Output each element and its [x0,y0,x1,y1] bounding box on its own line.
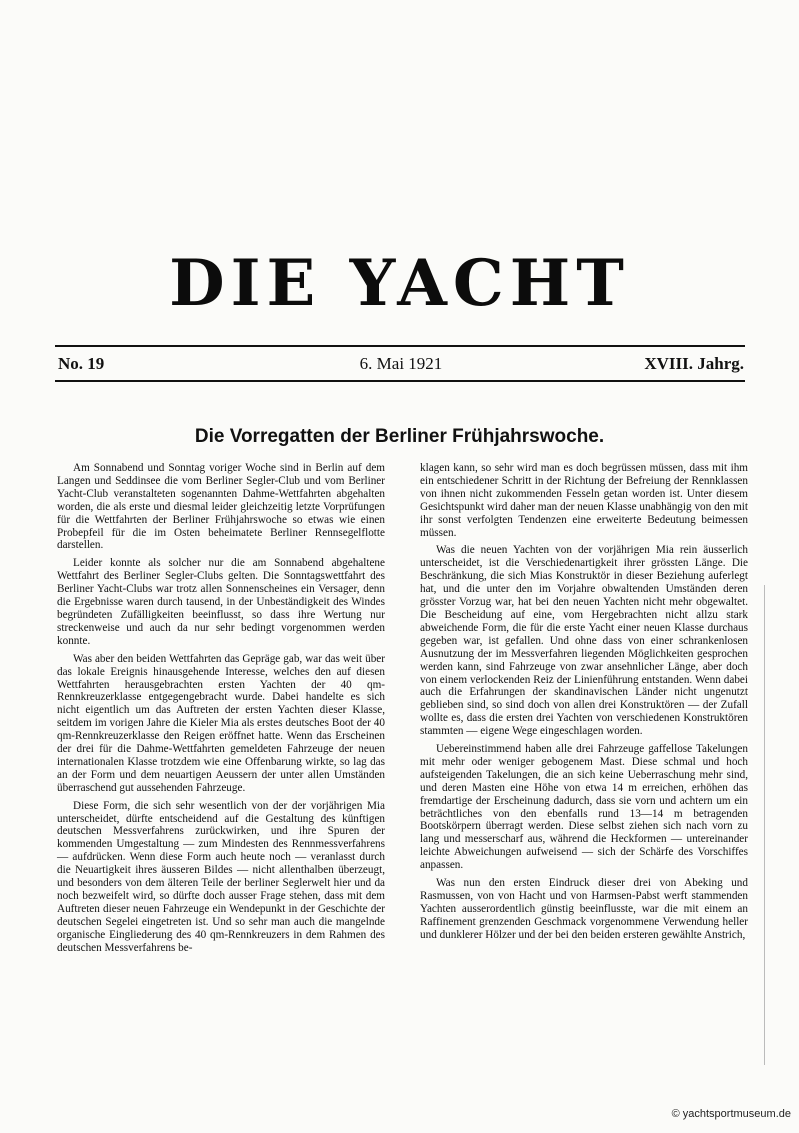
paragraph: Am Sonnabend und Sonntag voriger Woche sind in Berlin auf dem Langen und Seddinsee die vom Berliner Segler-Club und vom Berliner Yacht-Club veranstalteten sogenannten Dahme-Wettfahrten abgehalten worden, die als erste und diesmal leider gleichzeitig letzte Vorprüfungen für die Wettfahrten der Berliner Frühjahrswoche so etwas wie einen Probepfeil für die im Osten beheimatete Berliner Rennsegelflotte darstellen. [57,462,385,552]
paragraph: Uebereinstimmend haben alle drei Fahrzeuge gaffellose Takelungen mit mehr oder weniger gebogenem Mast. Diese schmal und hoch aufsteigenden Takelungen, die an sich keine Ueberraschung mehr sind, und deren Masten eine Höhe von etwa 14 m erreichen, erhöhen das fremdartige der Erscheinung dadurch, dass sie vorn und achtern um ein beträchtliches von den ebenfalls rund 13—14 m betragenden Bootskörpern überragt werden. Diese selbst ziehen sich nach vorn zu lang und messerscharf aus, während die Heckformen — untereinander leichte Abweichungen aufweisend — sich der Schärfe des Vorschiffes anpassen. [420,743,748,872]
issue-info-row [58,352,744,376]
paragraph: klagen kann, so sehr wird man es doch begrüssen müssen, dass mit ihm ein entschiedener Schritt in der Richtung der Befreiung der Rennklassen von ihnen nicht zukommenden Fesseln getan worden ist. Unter diesem Gesichtspunkt wird daher man der neuen Klasse unabhängig von den mit ihr sonst verfolgten Tendenzen eine erweiterte Bedeutung beimessen müssen. [420,462,748,539]
footer-credit: © yachtsportmuseum.de [671,1108,791,1120]
header-rule-top [55,345,745,347]
issue-number: No. 19 [58,354,105,373]
paragraph: Was nun den ersten Eindruck dieser drei von Abeking und Rasmussen, von von Hacht und von Harmsen-Pabst werft stammenden Yachten ausserordentlich günstig beeinflusste, war die mit einem an Raffinement grenzenden Geschmack vorgenommene Verwendung heller und dunklerer Hölzer und der bei den beiden ersteren gewählte Anstrich, [420,877,748,941]
paragraph: Leider konnte als solcher nur die am Sonnabend abgehaltene Wettfahrt des Berliner Segler-Clubs gelten. Die Sonntagswettfahrt des Berliner Yacht-Clubs war trotz allen Sonnenscheines ein Versager, denn die Ergebnisse waren durch tausend, in der Unbeständigkeit des Windes begründeten Zufälligkeiten beeinflusst, so dass ihre Wertung nur streckenweise und auch da nur sehr bedingt vorgenommen werden konnte. [57,557,385,647]
page-edge-line [764,585,765,1065]
article-column-left [57,462,385,955]
article-title: Die Vorregatten der Berliner Frühjahrswoche. [194,426,605,447]
paragraph: Diese Form, die sich sehr wesentlich von der der vorjährigen Mia unterscheidet, dürfte entscheidend auf die Gestaltung des künftigen deutschen Messverfahrens zurückwirken, und ihre Spuren der kommenden Umgestaltung — zum Mindesten des Rennmessverfahrens — aufdrücken. Wenn diese Form auch heute noch — veranlasst durch die Neuartigkeit ihres äusseren Bildes — nicht allenthalben überzeugt, und besonders von dem älteren Teile der berliner Seglerwelt hier und da noch bezweifelt wird, so dürfte doch ausser Frage stehen, dass mit dem Auftreten dieser neuen Fahrzeuge ein Wendepunkt in der Geschichte der deutschen Segelei eingetreten ist. Und so sehr man auch die mangelnde organische Eingliederung des 40 qm-Rennkreuzers in dem Rahmen des deutschen Messverfahrens be- [57,799,385,954]
paragraph: Was aber den beiden Wettfahrten das Gepräge gab, war das weit über das lokale Ereignis hinausgehende Interesse, welches den auf diesen Wettfahrten herausgebrachten ersten Yachten der 40 qm-Rennkreuzerklasse entgegengebracht wurde. Dabei handelte es sich nicht eigentlich um das Auftreten der ersten Yachten dieser Klasse, seitdem im vorigen Jahre die Kieler Mia als erstes deutsches Boot der 40 qm-Rennkreuzerklasse den Reigen eröffnet hatte. Wenn das Erscheinen der drei für die Dahme-Wettfahrten gemeldeten Fahrzeuge der neuen internationalen Klasse trotzdem wie eine Offenbarung wirkte, so lag das an der Form und dem neuartigen Aeussern der unter allen Umständen überraschend gut aussehenden Fahrzeuge. [57,652,385,794]
issue-date: 6. Mai 1921 [359,354,443,373]
article-column-right [420,462,748,942]
issue-volume: XVIII. Jahrg. [644,354,744,373]
header-rule-bottom [55,380,745,382]
masthead-title: DIE YACHT [169,246,630,321]
paragraph: Was die neuen Yachten von der vorjährigen Mia rein äusserlich unterscheidet, ist die Verschiedenartigkeit ihrer grössten Länge. Die Beschränkung, die sich Mias Konstruktör in dieser Beziehung auferlegt hat, und die unter den im Vorjahre obwaltenden Umständen deren grösster Vorzug war, hat bei den neuen Yachten nicht mehr obgewaltet. Die Bescheidung auf eine, vom Hergebrachten nicht allzu stark abweichende Form, die für die erste Yacht einer neuen Klasse durchaus gegeben war, ist gefallen. Und ohne dass von einer schrankenlosen Ausnutzung der im Messverfahren liegenden Möglichkeiten gesprochen werden kann, sind Fahrzeuge von zwar ansehnlicher Länge, aber doch von einem verlockenden Reiz der Linienführung entstanden. Wenn dabei auch die Erfahrungen der skandinavischen Länder nicht ungenutzt geblieben sind, so sind doch von allen drei Konstruktören — der Zufall wollte es, dass die ersten drei Yachten von verschiedenen Konstruktören stammten — eigene Wege eingeschlagen worden. [420,544,748,738]
